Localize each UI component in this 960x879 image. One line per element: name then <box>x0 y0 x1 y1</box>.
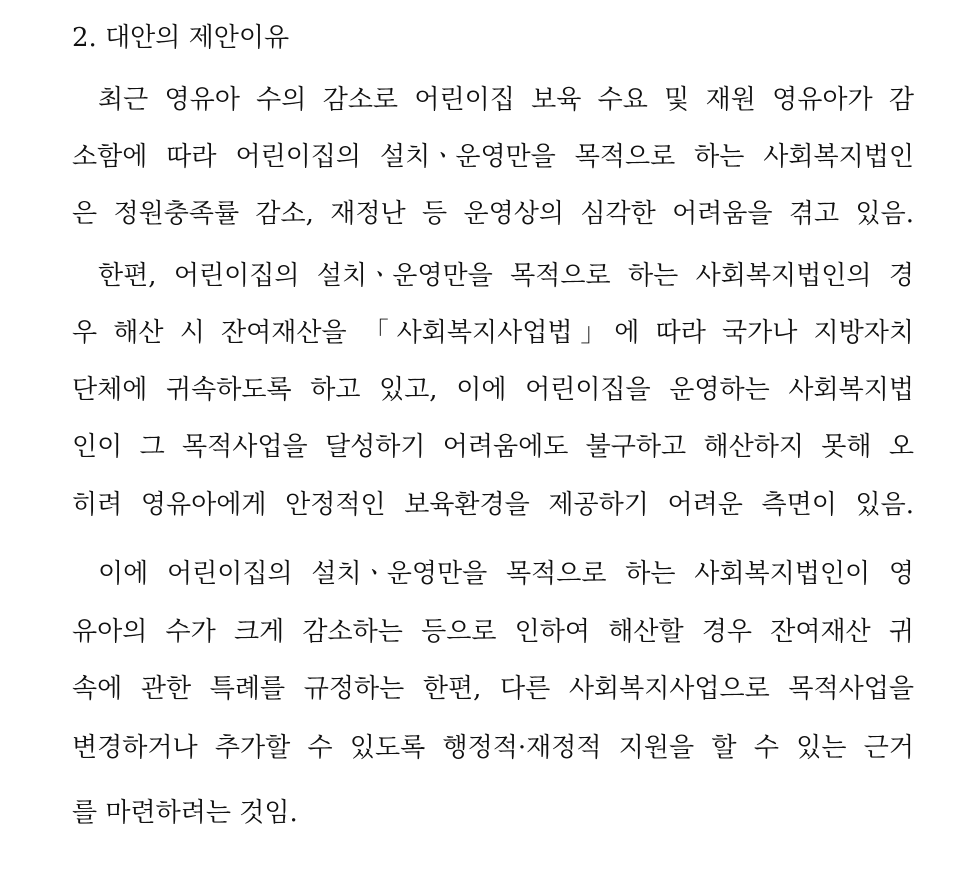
paragraph-1-line-2: 소함에 따라 어린이집의 설치ㆍ운영만을 목적으로 하는 사회복지법인 <box>72 142 914 172</box>
paragraph-2-line-3: 단체에 귀속하도록 하고 있고, 이에 어린이집을 운영하는 사회복지법 <box>72 375 914 405</box>
paragraph-3-line-3: 속에 관한 특례를 규정하는 한편, 다른 사회복지사업으로 목적사업을 <box>72 674 914 704</box>
paragraph-3-line-1: 이에 어린이집의 설치ㆍ운영만을 목적으로 하는 사회복지법인이 영 <box>98 559 914 589</box>
paragraph-3-line-2: 유아의 수가 크게 감소하는 등으로 인하여 해산할 경우 잔여재산 귀 <box>72 617 914 647</box>
paragraph-3-line-4: 변경하거나 추가할 수 있도록 행정적·재정적 지원을 할 수 있는 근거 <box>72 733 914 763</box>
paragraph-3-line-5: 를 마련하려는 것임. <box>72 798 298 828</box>
paragraph-2-line-5: 히려 영유아에게 안정적인 보육환경을 제공하기 어려운 측면이 있음. <box>72 490 914 520</box>
paragraph-2-line-1: 한편, 어린이집의 설치ㆍ운영만을 목적으로 하는 사회복지법인의 경 <box>98 261 914 291</box>
paragraph-1-line-1: 최근 영유아 수의 감소로 어린이집 보육 수요 및 재원 영유아가 감 <box>98 85 914 115</box>
paragraph-2-line-2: 우 해산 시 잔여재산을 「사회복지사업법」에 따라 국가나 지방자치 <box>72 318 914 348</box>
paragraph-1-line-3: 은 정원충족률 감소, 재정난 등 운영상의 심각한 어려움을 겪고 있음. <box>72 199 914 229</box>
paragraph-2-line-4: 인이 그 목적사업을 달성하기 어려움에도 불구하고 해산하지 못해 오 <box>72 432 914 462</box>
section-heading: 2. 대안의 제안이유 <box>72 23 290 53</box>
